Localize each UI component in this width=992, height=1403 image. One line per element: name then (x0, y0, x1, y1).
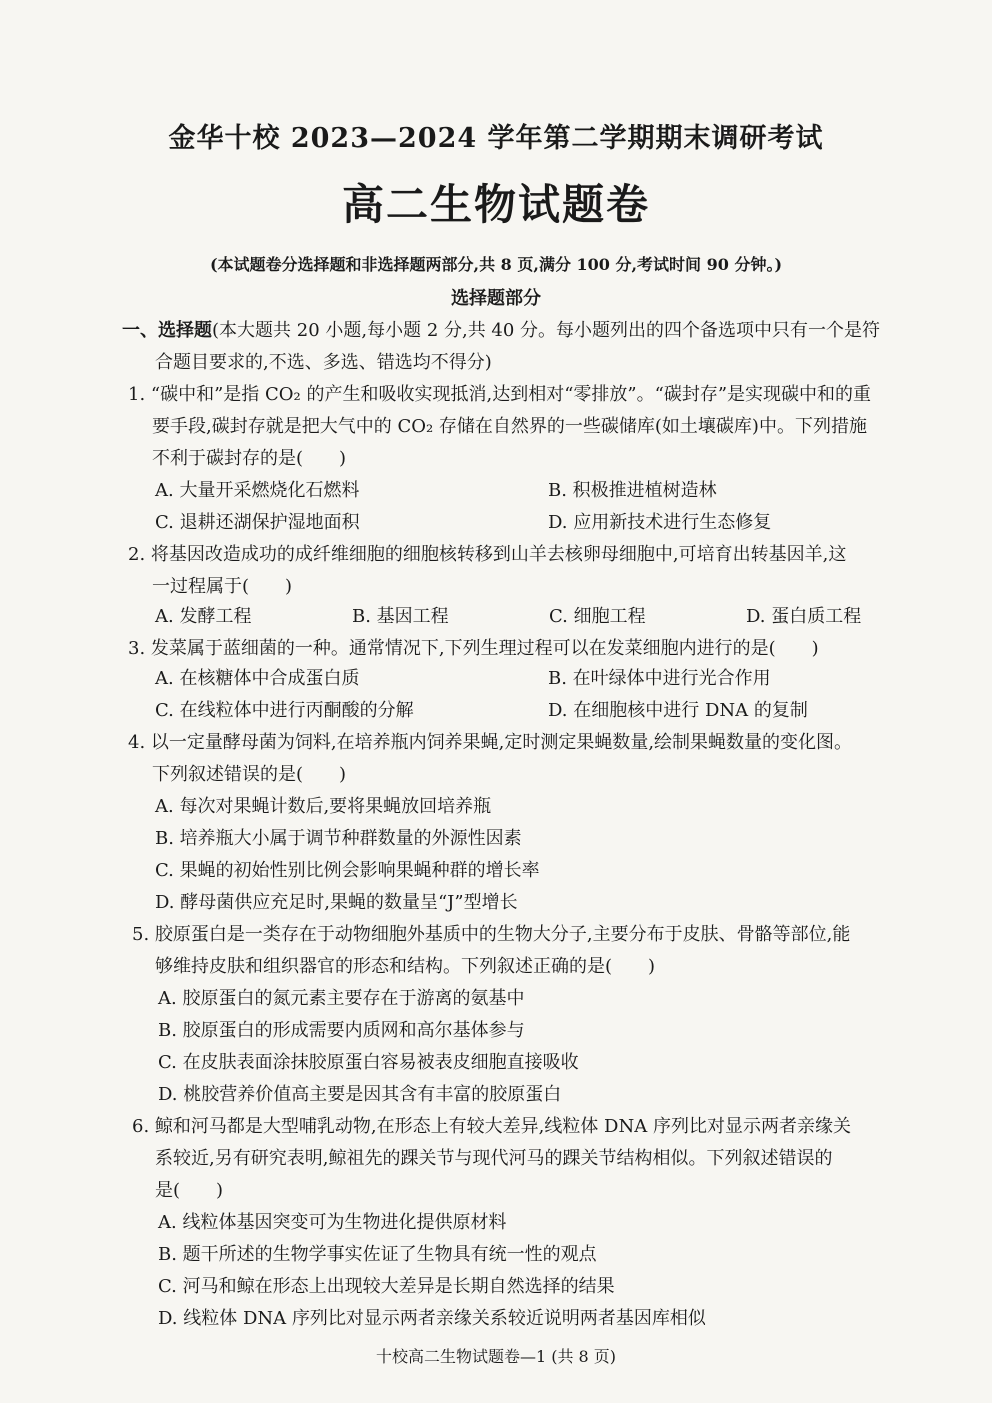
question-6-option-d: D. 线粒体 DNA 序列比对显示两者亲缘关系较近说明两者基因库相似 (158, 1308, 706, 1329)
exam-note: (本试题卷分选择题和非选择题两部分,共 8 页,满分 100 分,考试时间 90 分钟。) (209, 255, 783, 274)
question-5-option-a: A. 胶原蛋白的氮元素主要存在于游离的氨基中 (158, 988, 525, 1009)
question-3-option-b: B. 在叶绿体中进行光合作用 (548, 668, 771, 689)
question-2-option-c: C. 细胞工程 (549, 606, 646, 627)
question-6-line-3: 是( ) (155, 1180, 224, 1201)
section-heading (122, 316, 880, 342)
question-5-line-1: 5. 胶原蛋白是一类存在于动物细胞外基质中的生物大分子,主要分布于皮肤、骨骼等部位,能 (132, 924, 851, 945)
question-1-option-a: A. 大量开采燃烧化石燃料 (155, 480, 360, 501)
part-heading: 选择题部分 (451, 288, 541, 309)
question-5-option-c: C. 在皮肤表面涂抹胶原蛋白容易被表皮细胞直接吸收 (158, 1052, 579, 1073)
section-label: 一、选择题 (122, 320, 212, 341)
question-5-option-d: D. 桃胶营养价值高主要是因其含有丰富的胶原蛋白 (158, 1084, 562, 1105)
question-3-line-1: 3. 发菜属于蓝细菌的一种。通常情况下,下列生理过程可以在发菜细胞内进行的是( ) (128, 638, 819, 659)
question-6-option-c: C. 河马和鲸在形态上出现较大差异是长期自然选择的结果 (158, 1276, 615, 1297)
question-4-line-2: 下列叙述错误的是( ) (152, 764, 347, 785)
question-2-line-1: 2. 将基因改造成功的成纤维细胞的细胞核转移到山羊去核卵母细胞中,可培育出转基因羊,这 (128, 544, 847, 565)
paper-title: 高二生物试题卷 (341, 180, 650, 229)
school-title: 金华十校 2023—2024 学年第二学期期末调研考试 (168, 123, 824, 154)
question-2-option-d: D. 蛋白质工程 (746, 606, 862, 627)
question-6-option-b: B. 题干所述的生物学事实佐证了生物具有统一性的观点 (158, 1244, 597, 1265)
question-3-option-c: C. 在线粒体中进行丙酮酸的分解 (155, 700, 414, 721)
question-3-option-a: A. 在核糖体中合成蛋白质 (155, 668, 360, 689)
question-1-option-d: D. 应用新技术进行生态修复 (548, 512, 772, 533)
question-4-option-b: B. 培养瓶大小属于调节种群数量的外源性因素 (155, 828, 522, 849)
question-4-option-d: D. 酵母菌供应充足时,果蝇的数量呈“J”型增长 (155, 892, 518, 913)
question-5-option-b: B. 胶原蛋白的形成需要内质网和高尔基体参与 (158, 1020, 525, 1041)
page-footer: 十校高二生物试题卷—1 (共 8 页) (375, 1347, 617, 1366)
question-6-line-1: 6. 鲸和河马都是大型哺乳动物,在形态上有较大差异,线粒体 DNA 序列比对显示两者亲缘关 (132, 1116, 851, 1137)
question-1-line-2: 要手段,碳封存就是把大气中的 CO₂ 存储在自然界的一些碳储库(如土壤碳库)中。下列措施 (152, 416, 867, 437)
question-4-line-1: 4. 以一定量酵母菌为饲料,在培养瓶内饲养果蝇,定时测定果蝇数量,绘制果蝇数量的变化图。 (128, 732, 853, 753)
question-4-option-a: A. 每次对果蝇计数后,要将果蝇放回培养瓶 (155, 796, 492, 817)
question-2-line-2: 一过程属于( ) (152, 576, 293, 597)
question-3-option-d: D. 在细胞核中进行 DNA 的复制 (548, 700, 808, 721)
question-1-option-c: C. 退耕还湖保护湿地面积 (155, 512, 360, 533)
question-1-option-b: B. 积极推进植树造林 (548, 480, 717, 501)
question-1-line-1: 1. “碳中和”是指 CO₂ 的产生和吸收实现抵消,达到相对“零排放”。“碳封存”是实现碳中和的重 (128, 384, 872, 405)
question-1-line-3: 不利于碳封存的是( ) (152, 448, 347, 469)
section-instructions: (本大题共 20 小题,每小题 2 分,共 40 分。每小题列出的四个备选项中只有一个是符 (212, 320, 881, 341)
section-instructions-cont: 合题目要求的,不选、多选、错选均不得分) (155, 352, 492, 373)
question-4-option-c: C. 果蝇的初始性别比例会影响果蝇种群的增长率 (155, 860, 540, 881)
question-2-option-a: A. 发酵工程 (155, 606, 252, 627)
question-2-option-b: B. 基因工程 (352, 606, 449, 627)
question-5-line-2: 够维持皮肤和组织器官的形态和结构。下列叙述正确的是( ) (155, 956, 656, 977)
question-6-option-a: A. 线粒体基因突变可为生物进化提供原材料 (158, 1212, 507, 1233)
question-6-line-2: 系较近,另有研究表明,鲸祖先的踝关节与现代河马的踝关节结构相似。下列叙述错误的 (155, 1148, 833, 1169)
